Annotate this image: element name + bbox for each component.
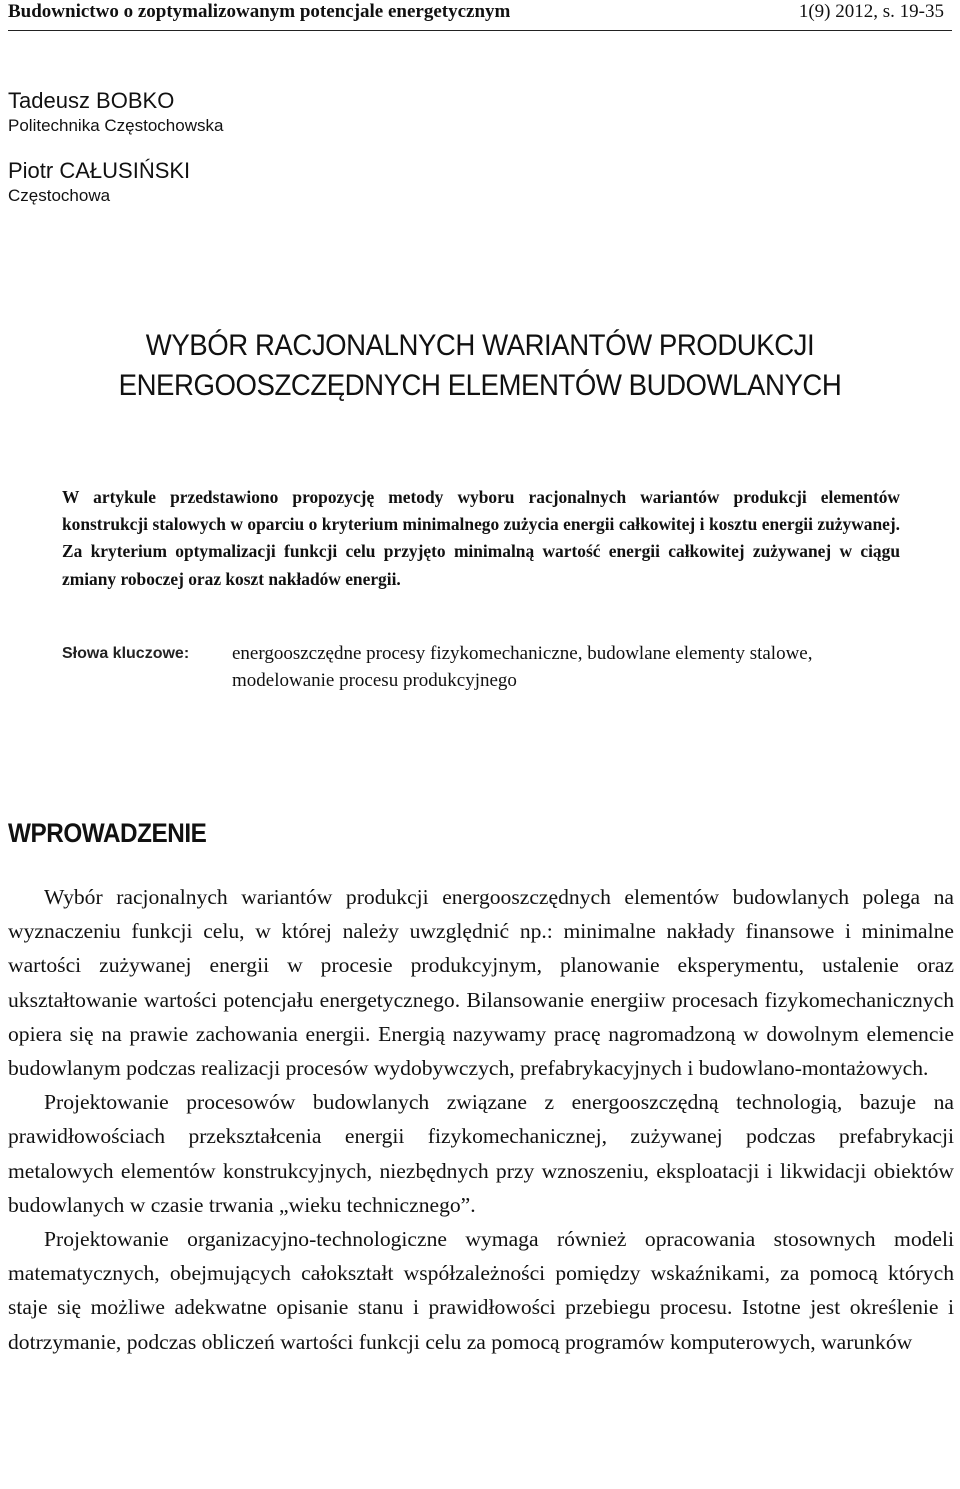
authors xyxy=(8,87,908,207)
keywords xyxy=(62,640,904,694)
paragraph: Wybór racjonalnych wariantów produkcji energooszczędnych elementów budowlanych polega na wyznaczeniu funkcji celu, w której należy uwzględnić np.: minimalne nakłady finansowe i minimalne wartości zużywanej energii w procesie produkcyjnym, planowanie eksperymentu, ustalenie oraz ukształtowanie wartości potencjału energetycznego. Bilansowanie energiiw procesach fizykomechanicznych opiera się na prawie zachowania energii. Energią nazywamy pracę nagromadzoną w dowolnym elemencie budowlanym podczas realizacji procesów wydobywczych, prefabrykacyjnych i budowlano-montażowych. xyxy=(8,885,954,1081)
issue-pages: 1(9) 2012, s. 19-35 xyxy=(798,1,944,22)
title-line-2: ENERGOOSZCZĘDNYCH ELEMENTÓW BUDOWLANYCH xyxy=(118,369,842,402)
abstract: W artykule przedstawiono propozycję metody wyboru racjonalnych wariantów produkcji elementów konstrukcji stalowych w oparciu o kryterium minimalnego zużycia energii całkowitej i kosztu energii zużywanej. Za kryterium optymalizacji funkcji celu przyjęto minimalną wartość energii całkowitej zużywanej w ciągu zmiany roboczej oraz koszt nakładów energii. xyxy=(62,487,900,589)
author-name: Piotr CAŁUSIŃSKI xyxy=(8,158,191,183)
keywords-label: Słowa kluczowe: xyxy=(62,645,190,662)
author-affiliation: Częstochowa xyxy=(8,186,111,205)
author-name: Tadeusz BOBKO xyxy=(8,88,175,113)
section-heading: WPROWADZENIE xyxy=(8,818,207,848)
paper-title xyxy=(38,326,921,406)
body-text xyxy=(8,880,954,1359)
author-1 xyxy=(8,87,908,137)
keywords-text: energooszczędne procesy fizykomechaniczne, budowlane elementy stalowe, modelowanie procesu produkcyjnego xyxy=(232,643,813,691)
running-header xyxy=(8,0,952,31)
author-2 xyxy=(8,157,908,207)
paragraph: Projektowanie organizacyjno-technologiczne wymaga również opracowania stosownych modeli matematycznych, obejmujących całokształt współzależności pomiędzy wskaźnikami, za pomocą których staje się możliwe adekwatne opisanie stanu i prawidłowości przebiegu procesu. Istotne jest określenie i dotrzymanie, podczas obliczeń wartości funkcji celu za pomocą programów komputerowych, warunków xyxy=(8,1227,954,1354)
title-line-1: WYBÓR RACJONALNYCH WARIANTÓW PRODUKCJI xyxy=(145,329,815,362)
paragraph: Projektowanie procesowów budowlanych związane z energooszczędną technologią, bazuje na prawidłowościach przekształcenia energii fizykomechanicznej, zużywanej podczas prefabrykacji metalowych elementów konstrukcyjnych, niezbędnych przy wznoszeniu, eksploatacji i likwidacji obiektów budowlanych w czasie trwania „wieku technicznego”. xyxy=(8,1090,954,1217)
journal-name: Budownictwo o zoptymalizowanym potencjale energetycznym xyxy=(8,1,511,22)
author-affiliation: Politechnika Częstochowska xyxy=(8,116,224,135)
